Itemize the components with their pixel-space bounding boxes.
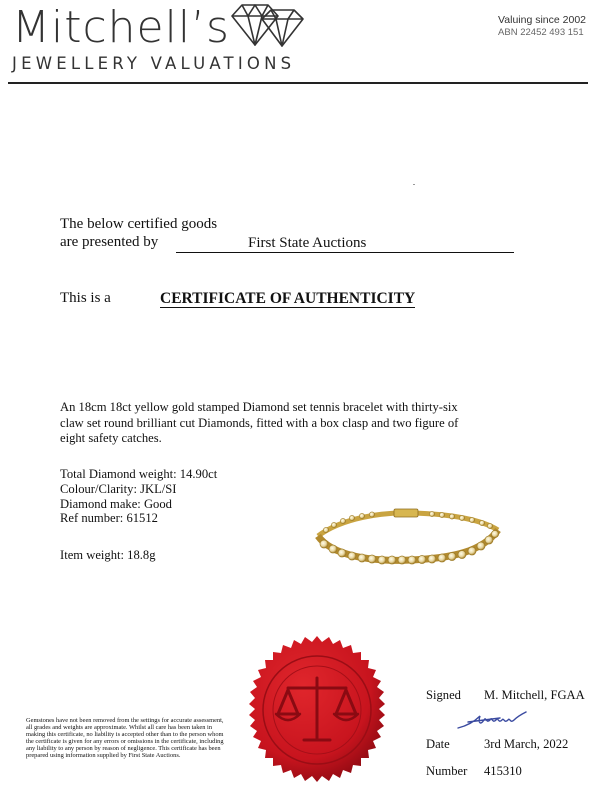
date-label: Date <box>426 737 450 751</box>
abn-number: ABN 22452 493 151 <box>498 27 584 38</box>
detail-ref-number: Ref number: 61512 <box>60 511 158 526</box>
intro-line-1: The below certified goods <box>60 216 218 232</box>
number-value: 415310 <box>484 764 522 778</box>
disclaimer-text: Gemstones have not been removed from the settings for accurate assessment, all grades and weights are approximate. Whilst all care has been taken in making this certificate, no liability is accepted other than to the person whom the certificate is given for any errors or omissions in the certificate, including any liability to any person by reason of negligence. This certificate has been prepared using information supplied by First State Auctions. <box>26 717 224 760</box>
detail-diamond-make: Diamond make: Good <box>60 496 172 511</box>
tagline: Valuing since 2002 <box>498 14 586 26</box>
presenter-name: First State Auctions <box>248 235 367 251</box>
handwritten-signature <box>456 708 552 732</box>
this-is-a-label: This is a <box>60 290 111 306</box>
signed-value: M. Mitchell, FGAA <box>484 688 585 702</box>
date-value: 3rd March, 2022 <box>484 737 569 751</box>
diamond-logo-icon <box>228 2 308 48</box>
brand-subtitle: JEWELLERY VALUATIONS <box>12 54 296 73</box>
bracelet-image <box>312 508 502 568</box>
detail-total-weight: Total Diamond weight: 14.90ct <box>60 467 218 481</box>
detail-colour-clarity: Colour/Clarity: JKL/SI <box>60 481 177 496</box>
item-description: An 18cm 18ct yellow gold stamped Diamond set tennis bracelet with thirty-six claw set round brilliant cut Diamonds, fitted with a box clasp and two figure of eight safety catches. <box>60 400 459 445</box>
intro-line-2: are presented by <box>60 234 159 250</box>
diamond-details <box>60 467 217 526</box>
header-divider <box>8 82 588 84</box>
signed-label: Signed <box>426 688 461 702</box>
brand-name: Mitchell’s <box>12 2 230 53</box>
wax-seal <box>238 634 396 792</box>
tagline-block <box>498 14 586 38</box>
certificate-title: CERTIFICATE OF AUTHENTICITY <box>160 290 416 307</box>
scan-speck <box>413 184 415 185</box>
number-label: Number <box>426 764 468 778</box>
item-weight: Item weight: 18.8g <box>60 548 156 562</box>
presenter-field <box>176 234 514 253</box>
